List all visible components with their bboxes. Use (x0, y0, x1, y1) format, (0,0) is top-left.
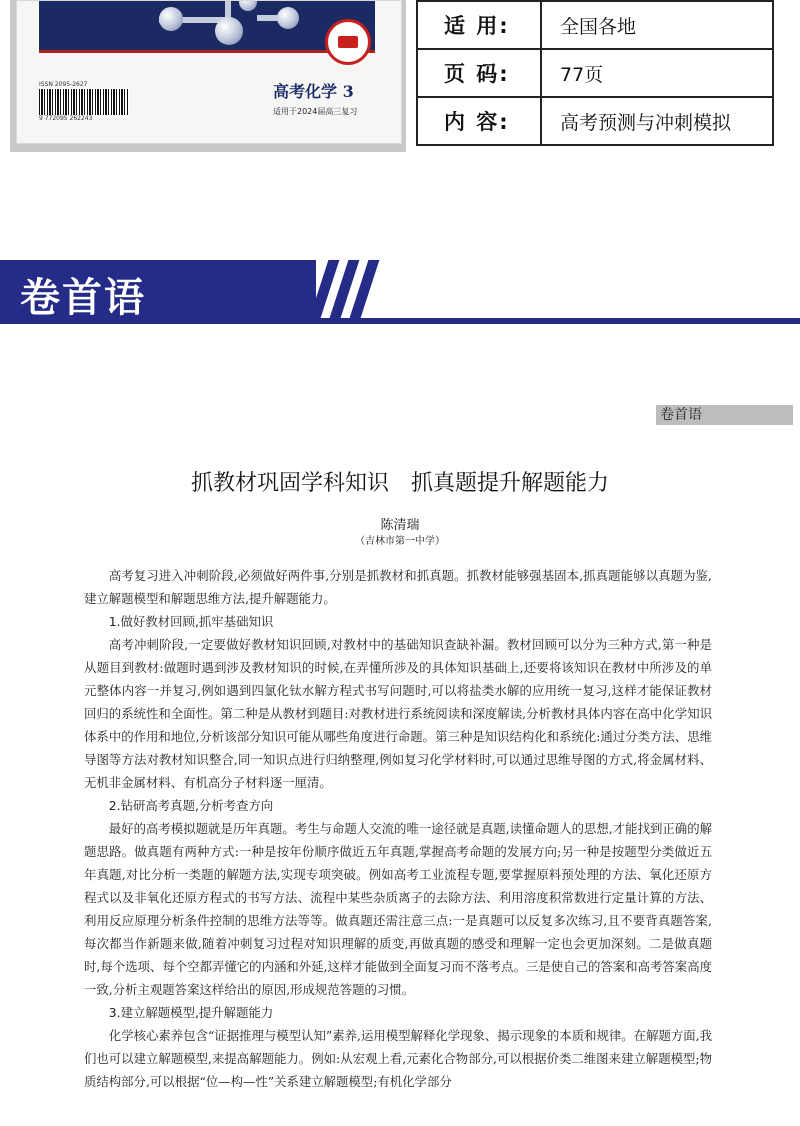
barcode-image (39, 89, 129, 115)
section-heading: 3.建立解题模型,提升解题能力 (108, 1005, 274, 1020)
paragraph: 高考复习进入冲刺阶段,必须做好两件事,分别是抓教材和抓真题。抓教材能够强基固本,抓真题能够以真题为鉴,建立解题模型和解题思维方法,提升解题能力。 (84, 568, 712, 606)
article-body (84, 564, 712, 1093)
paragraph: 最好的高考模拟题就是历年真题。考生与命题人交流的唯一途径就是真题,读懂命题人的思想,才能找到正确的解题思路。做真题有两种方式:一种是按年份顺序做近五年真题,掌握高考命题的发展方向;另一种是按题型分类做近五年真题,对比分析一类题的解题方法,实现专项突破。例如高考工业流程专题,要掌握原料预处理的方法、氧化还原方程式以及非氧化还原方程式的书写方法、流程中某些杂质离子的去除方法、利用溶度积常数进行定量计算的方法、利用反应原理分析条件控制的思维方法等等。做真题还需注意三点:一是真题可以反复多次练习,且不要背真题答案,每次都当作新题来做,随着冲刺复习过程对知识理解的质变,再做真题的感受和理解一定也会更加深刻。二是做真题时,每个选项、每个空都弄懂它的内涵和外延,这样才能做到全面复习而不落考点。三是使自己的答案和高考答案高度一致,分析主观题答案这样给出的原因,形成规范答题的习惯。 (84, 821, 712, 997)
info-table (416, 0, 774, 146)
paragraph: 高考冲刺阶段,一定要做好教材知识回顾,对教材中的基础知识查缺补漏。教材回顾可以分为三种方式,第一种是从题目到教材:做题时遇到涉及教材知识的时候,在弄懂所涉及的具体知识基础上,还要将该知识在教材中所涉及的单元整体内容一并复习,例如遇到四氯化钛水解方程式书写问题时,可以将盐类水解的应用统一复习,这样才能保证教材回归的系统性和全面性。第二种是从教材到题目:对教材进行系统阅读和深度解读,分析教材具体内容在高中化学知识体系中的作用和地位,分析该部分知识可能从哪些角度进行命题。第三种是知识结构化和系统化:通过分类方法、思维导图等方法对教材知识整合,同一知识点进行归纳整理,例如复习化学材料时,可以通过思维导图的方式,将金属材料、无机非金属材料、有机高分子材料逐一厘清。 (84, 637, 712, 790)
molecule-atom (215, 17, 243, 45)
article-title: 抓教材巩固学科知识 抓真题提升解题能力 (190, 471, 609, 496)
cover-title: 高考化学 3 (273, 82, 354, 101)
paragraph: 化学核心素养包含“证据推理与模型认知”素养,运用模型解释化学现象、揭示现象的本质和规律。在解题方面,我们也可以建立解题模型,来提高解题能力。例如:从宏观上看,元素化合物部分,可以根据价类二维图来建立解题模型;物质结构部分,可以根据“位—构—性”关系建立解题模型;有机化学部分 (84, 1028, 712, 1089)
top-section (0, 0, 800, 160)
info-value: 全国各地 (541, 1, 773, 49)
cover-subtitle: 适用于2024届高三复习 (273, 107, 358, 116)
book-cover (16, 0, 402, 144)
info-label: 页 码: (417, 49, 541, 97)
molecule-atom (239, 0, 257, 11)
section-heading: 2.钻研高考真题,分析考查方向 (108, 798, 274, 813)
info-row (417, 49, 773, 97)
molecule-atom (277, 7, 299, 29)
section-tag: 卷首语 (656, 405, 793, 425)
info-row (417, 1, 773, 49)
cover-stamp-logo (325, 19, 371, 65)
banner-title: 卷首语 (20, 275, 146, 321)
barcode-number: 9 772095 262243 (39, 115, 93, 122)
section-banner (0, 260, 800, 324)
issn-text: ISSN 2095-2627 (39, 81, 88, 88)
article-affiliation: （吉林市第一中学） (355, 536, 445, 547)
section-heading: 1.做好教材回顾,抓牢基础知识 (108, 614, 274, 629)
molecule-atom (159, 7, 183, 31)
info-label: 内 容: (417, 97, 541, 145)
info-label: 适 用: (417, 1, 541, 49)
article-author: 陈清瑞 (380, 518, 420, 533)
info-row (417, 97, 773, 145)
info-value: 高考预测与冲刺模拟 (541, 97, 773, 145)
info-value: 77页 (541, 49, 773, 97)
